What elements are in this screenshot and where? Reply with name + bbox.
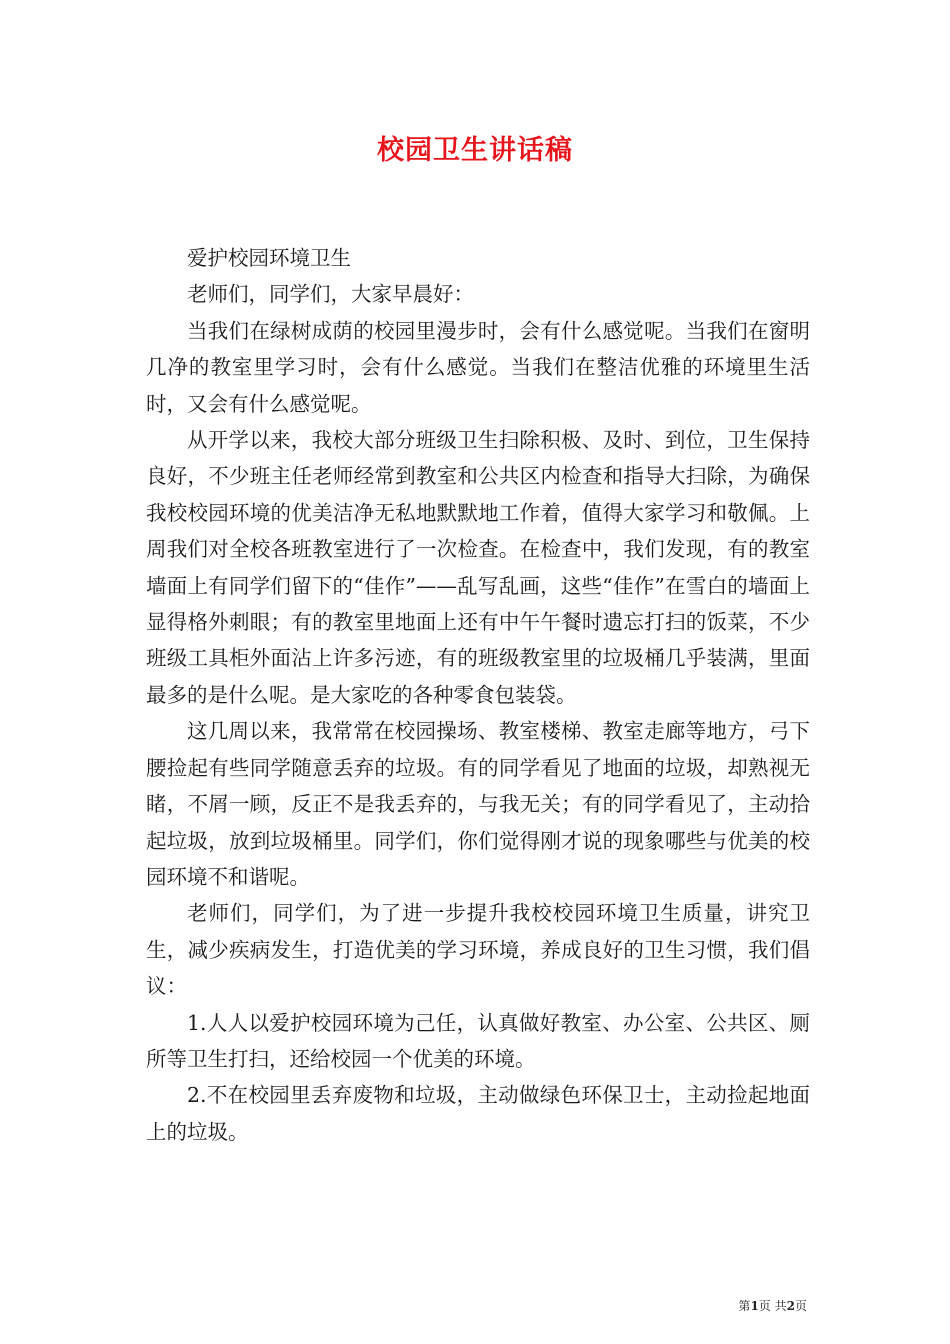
body-paragraph: 当我们在绿树成荫的校园里漫步时，会有什么感觉呢。当我们在窗明几净的教室里学习时，会有什么感觉。当我们在整洁优雅的环境里生活时，又会有什么感觉呢。 (146, 318, 810, 416)
footer-total-pages: 2 (786, 1299, 795, 1313)
document-title: 校园卫生讲话稿 (377, 135, 573, 166)
footer-suffix: 页 (794, 1299, 807, 1313)
proposal-item: 1.人人以爱护校园环境为己任，认真做好教室、办公室、公共区、厕所等卫生打扫，还给校园一个优美的环境。 (146, 1010, 810, 1071)
body-paragraph: 从开学以来，我校大部分班级卫生扫除积极、及时、到位，卫生保持良好，不少班主任老师经常到教室和公共区内检查和指导大扫除，为确保我校校园环境的优美洁净无私地默默地工作着，值得大家学习和敬佩。上周我们对全校各班教室进行了一次检查。在检查中，我们发现，有的教室墙面上有同学们留下的“佳作”——乱写乱画，这些“佳作”在雪白的墙面上显得格外刺眼；有的教室里地面上还有中午午餐时遗忘打扫的饭菜，不少班级工具柜外面沾上许多污迹，有的班级教室里的垃圾桶几乎装满，里面最多的是什么呢。是大家吃的各种零食包装袋。 (146, 428, 810, 707)
footer-current-page: 1 (750, 1299, 759, 1313)
page-number-footer (738, 1297, 807, 1314)
footer-middle: 页 共 (758, 1299, 787, 1313)
subtitle-paragraph: 爱护校园环境卫生 (187, 246, 351, 270)
body-paragraph: 这几周以来，我常常在校园操场、教室楼梯、教室走廊等地方，弓下腰捡起有些同学随意丢弃的垃圾。有的同学看见了地面的垃圾，却熟视无睹，不屑一顾，反正不是我丢弃的，与我无关；有的同学看见了，主动拾起垃圾，放到垃圾桶里。同学们，你们觉得刚才说的现象哪些与优美的校园环境不和谐呢。 (146, 719, 810, 889)
proposal-item: 2.不在校园里丢弃废物和垃圾，主动做绿色环保卫士，主动捡起地面上的垃圾。 (146, 1083, 810, 1144)
greeting-paragraph: 老师们，同学们，大家早晨好： (187, 282, 474, 307)
document-body (146, 240, 810, 1150)
body-paragraph: 老师们，同学们，为了进一步提升我校校园环境卫生质量，讲究卫生，减少疾病发生，打造优美的学习环境，养成良好的卫生习惯，我们倡议： (146, 901, 810, 999)
footer-prefix: 第 (738, 1299, 751, 1313)
